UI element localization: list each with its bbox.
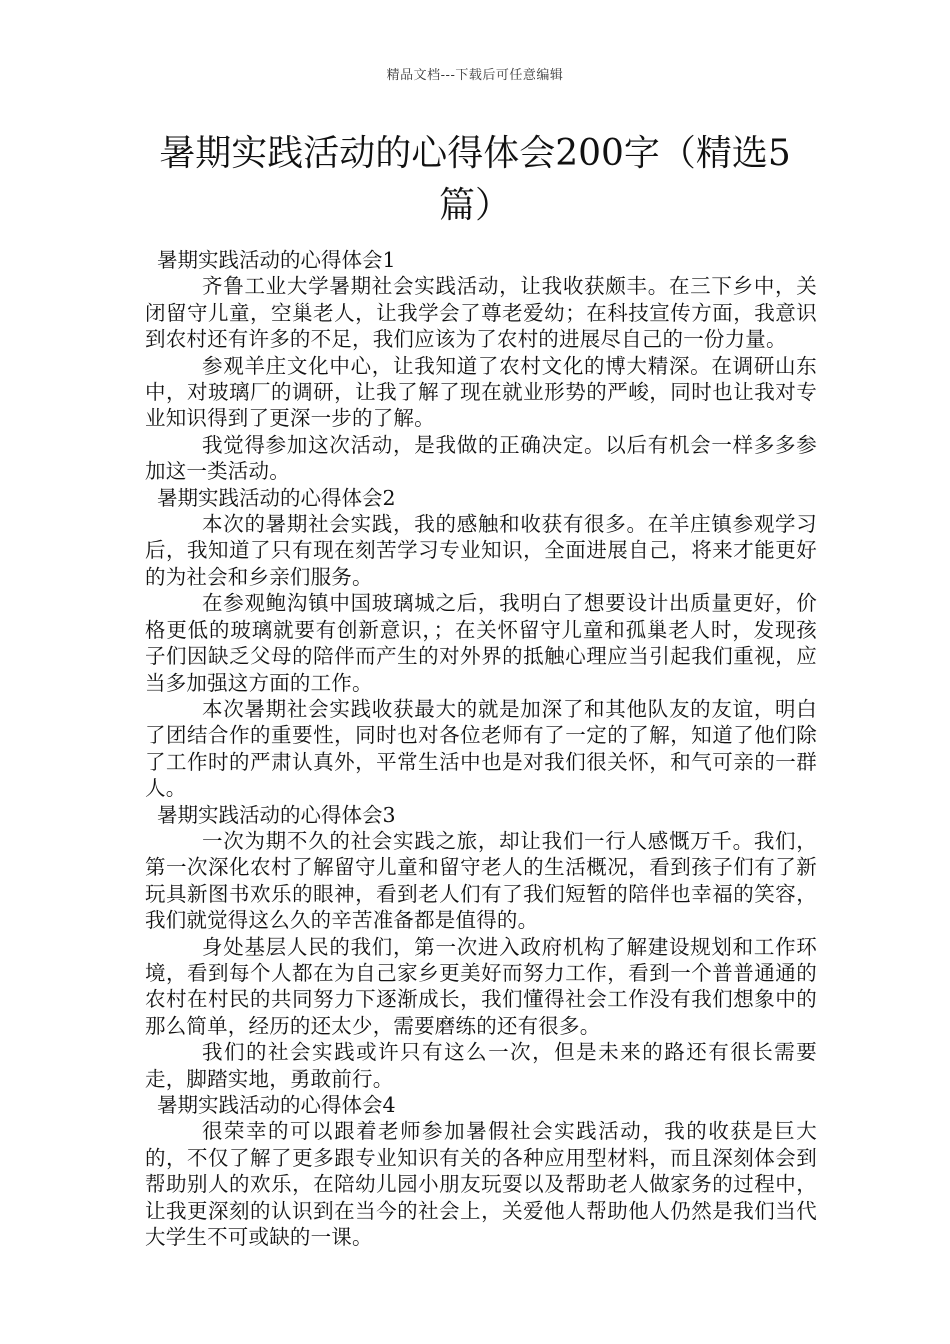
header-note: 精品文档---下载后可任意编辑 — [386, 68, 564, 83]
section-2 — [145, 485, 817, 802]
document-body — [145, 247, 817, 1250]
paragraph: 我们的社会实践或许只有这么一次，但是未来的路还有很长需要走，脚踏实地，勇敢前行。 — [145, 1040, 817, 1091]
paragraph: 参观羊庄文化中心，让我知道了农村文化的博大精深。在调研山东中，对玻璃厂的调研，让我了解了现在就业形势的严峻，同时也让我对专业知识得到了更深一步的了解。 — [145, 353, 817, 431]
paragraph: 在参观鲍沟镇中国玻璃城之后，我明白了想要设计出质量更好，价格更低的玻璃就要有创新意识，；在关怀留守儿童和孤巢老人时，发现孩子们因缺乏父母的陪伴而产生的对外界的抵触心理应当引起我们重视，应当多加强这方面的工作。 — [145, 591, 817, 695]
paragraph: 一次为期不久的社会实践之旅，却让我们一行人感慨万千。我们，第一次深化农村了解留守儿童和留守老人的生活概况，看到孩子们有了新玩具新图书欢乐的眼神，看到老人们有了我们短暂的陪伴也幸福的笑容，我们就觉得这么久的辛苦准备都是值得的。 — [145, 828, 817, 933]
paragraph: 我觉得参加这次活动，是我做的正确决定。以后有机会一样多多参加这一类活动。 — [145, 432, 817, 484]
section-heading: 暑期实践活动的心得体会3 — [157, 802, 396, 827]
paragraph: 身处基层人民的我们，第一次进入政府机构了解建设规划和工作环境，看到每个人都在为自己家乡更美好而努力工作，看到一个普普通通的农村在村民的共同努力下逐渐成长，我们懂得社会工作没有我们想象中的那么简单，经历的还太少，需要磨练的还有很多。 — [145, 934, 817, 1038]
paragraph: 很荣幸的可以跟着老师参加暑假社会实践活动，我的收获是巨大的，不仅了解了更多跟专业知识有关的各种应用型材料，而且深刻体会到帮助别人的欢乐，在陪幼儿园小朋友玩耍以及帮助老人做家务的过程中，让我更深刻的认识到在当今的社会上，关爱他人帮助他人仍然是我们当代大学生不可或缺的一课。 — [145, 1119, 817, 1250]
paragraph: 本次暑期社会实践收获最大的就是加深了和其他队友的友谊，明白了团结合作的重要性，同时也对各位老师有了一定的了解，知道了他们除了工作时的严肃认真外，平常生活中也是对我们很关怀，和气可亲的一群人。 — [145, 696, 817, 801]
section-heading: 暑期实践活动的心得体会4 — [157, 1093, 396, 1117]
section-3 — [145, 802, 817, 1092]
section-heading: 暑期实践活动的心得体会2 — [157, 485, 396, 510]
section-1 — [145, 247, 817, 485]
paragraph: 本次的暑期社会实践，我的感触和收获有很多。在羊庄镇参观学习后，我知道了只有现在刻苦学习专业知识，全面进展自己，将来才能更好的为社会和乡亲们服务。 — [145, 512, 817, 589]
page-title: 暑期实践活动的心得体会200字（精选5篇） — [159, 133, 791, 226]
section-heading: 暑期实践活动的心得体会1 — [157, 248, 396, 272]
paragraph: 齐鲁工业大学暑期社会实践活动，让我收获颇丰。在三下乡中，关闭留守儿童，空巢老人，让我学会了尊老爱幼；在科技宣传方面，我意识到农村还有许多的不足，我们应该为了农村的进展尽自己的一份力量。 — [145, 274, 817, 352]
section-4 — [145, 1092, 817, 1250]
